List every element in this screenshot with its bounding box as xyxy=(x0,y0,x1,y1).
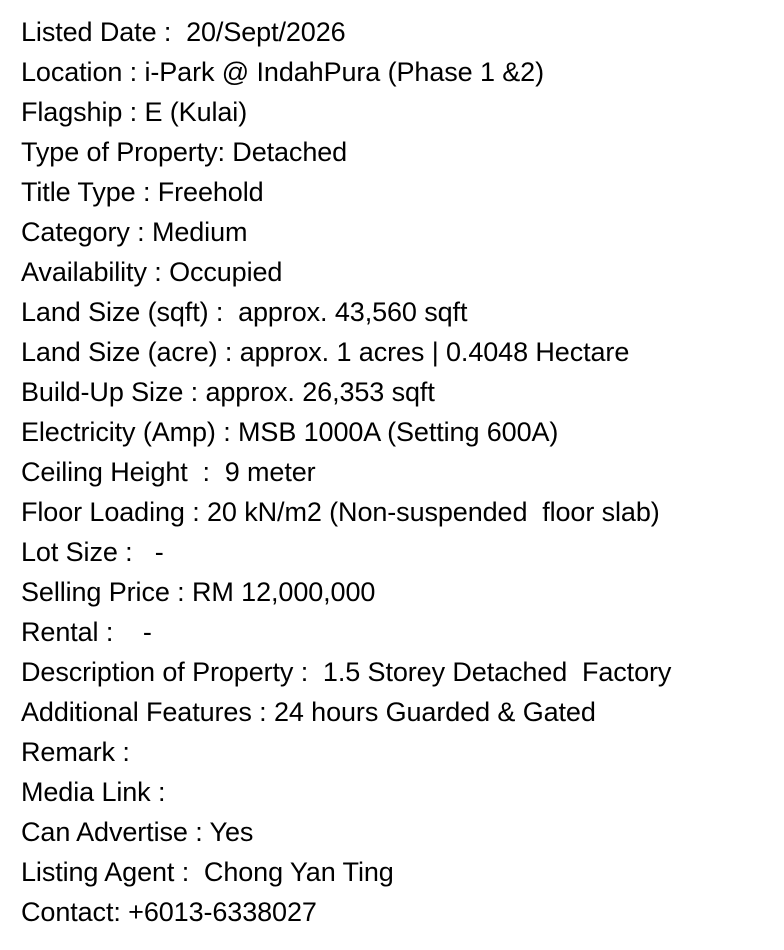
location-line: Location : i-Park @ IndahPura (Phase 1 &2) xyxy=(21,57,544,87)
listed-date-line: Listed Date : 20/Sept/2026 xyxy=(21,17,346,47)
media-link-line: Media Link : xyxy=(21,777,166,807)
land-size-sqft-line: Land Size (sqft) : approx. 43,560 sqft xyxy=(21,297,468,327)
ceiling-height-line: Ceiling Height : 9 meter xyxy=(21,457,316,487)
property-type-line: Type of Property: Detached xyxy=(21,137,348,167)
title-type-line: Title Type : Freehold xyxy=(21,177,264,207)
additional-features-line: Additional Features : 24 hours Guarded & Gated xyxy=(21,697,596,727)
build-up-size-line: Build-Up Size : approx. 26,353 sqft xyxy=(21,377,435,407)
electricity-line: Electricity (Amp) : MSB 1000A (Setting 600A) xyxy=(21,417,559,447)
remark-line: Remark : xyxy=(21,737,130,767)
land-size-acre-line: Land Size (acre) : approx. 1 acres | 0.4048 Hectare xyxy=(21,337,630,367)
flagship-line: Flagship : E (Kulai) xyxy=(21,97,248,127)
category-line: Category : Medium xyxy=(21,217,248,247)
listing-agent-line: Listing Agent : Chong Yan Ting xyxy=(21,857,394,887)
description-line: Description of Property : 1.5 Storey Detached Factory xyxy=(21,657,672,687)
contact-line: Contact: +6013-6338027 xyxy=(21,897,317,927)
lot-size-line: Lot Size : - xyxy=(21,537,164,567)
availability-line: Availability : Occupied xyxy=(21,257,283,287)
floor-loading-line: Floor Loading : 20 kN/m2 (Non-suspended floor slab) xyxy=(21,497,660,527)
rental-line: Rental : - xyxy=(21,617,152,647)
can-advertise-line: Can Advertise : Yes xyxy=(21,817,254,847)
selling-price-line: Selling Price : RM 12,000,000 xyxy=(21,577,376,607)
